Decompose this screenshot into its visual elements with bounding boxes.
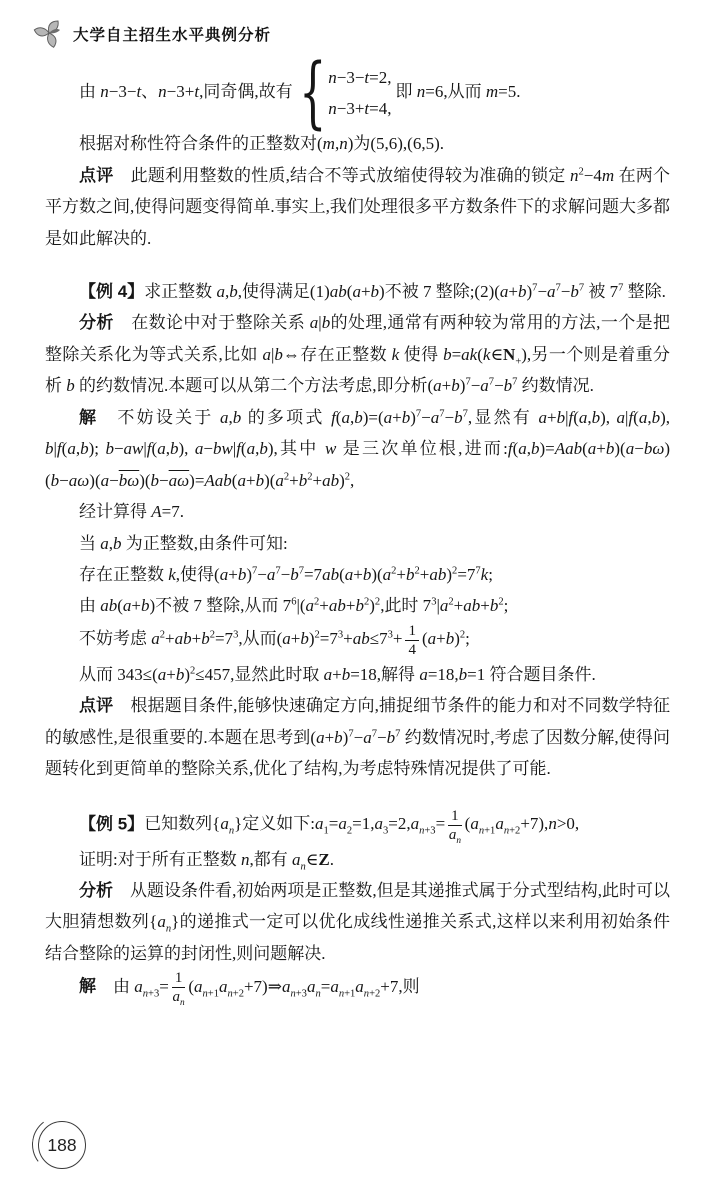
text-run: 在数论中对于整除关系 a|b的处理,通常有两种较为常用的方法,一个是把整除关系化为等式关系,比如 a|b⇔存在正整数 k 使得 $b=ak(k\in N_+)$,另一个则是着重分析 b 的约数情况.本题可以从第二个方法考虑,即分析$(a+b)^7-a^7-b^7$ 约数情况. [45, 313, 671, 396]
text-run: 由 $a_{n+3}=$ [96, 976, 169, 1000]
text-run: 从而 $343\le(a+b)^2\le 457$,显然此时取 a+b=18,解得 a=18,b=1 符合题目条件. [79, 664, 596, 684]
para-comment-example4 [45, 690, 670, 784]
math-fraction [405, 622, 419, 659]
text-run: $(a+b)^2$; [421, 629, 470, 649]
bold-label: 点评 [79, 165, 114, 185]
page-number: 188 [47, 1134, 77, 1155]
text-run: 不妨考虑 $a^2+ab+b^2=7^3$,从而$(a+b)^2=7^3+ab\le 7^3+$ [79, 629, 403, 649]
text-run: 经计算得 A=7. [79, 502, 184, 522]
equation-system [294, 48, 392, 138]
line-positive-integers [45, 528, 670, 559]
text-run: 已知数列$\{a_n\}$定义如下$:a_1=a_2=1,a_3=2,a_{n+3}=$ [144, 814, 446, 837]
text-run: 证明:对于所有正整数 n,都有 $a_n\in Z$. [79, 849, 334, 872]
text-run: $(a_{n+1}a_{n+2}+7),n>0$, [464, 814, 580, 837]
para-comment-example3 [45, 160, 670, 254]
para-example4-solution [45, 402, 670, 496]
text-run: 根据题目条件,能够快速确定方向,捕捉细节条件的能力和对不同数学特征的敏感性,是很重要的.本题在思考到$(a+b)^7-a^7-b^7$ 约数情况时,考虑了因数分解,使得问题转化到更简单的整除关系,优化了结构,为考虑特殊情况提供了可能. [45, 696, 671, 779]
bold-label: 解 [79, 407, 99, 427]
para-example5-analysis [45, 875, 670, 969]
math-fraction [172, 969, 186, 1009]
line-exists-k [45, 559, 670, 590]
line-example5-prove [45, 844, 670, 875]
text-run: 从题设条件看,初始两项是正整数,但是其递推式属于分式型结构,此时可以大胆猜想数列$\{a_n\}$的递推式一定可以优化成线性递推关系式,这样以来利用初始条件结合整除的运算的封闭性,则问题解决. [45, 881, 671, 963]
line-parity-system [45, 48, 670, 138]
page-title: 大学自主招生水平典例分析 [73, 27, 272, 44]
system-equations [328, 68, 391, 119]
system-equation-line: n−3+t=4, [328, 99, 392, 119]
system-equation-line: n−3−t=2, [328, 67, 392, 87]
math-fraction [448, 807, 462, 844]
line-compute-A [45, 496, 670, 527]
text-run: 此题利用整数的性质,结合不等式放缩使得较为准确的锁定 $n^2-4m$ 在两个平方数之间,使得问题变得简单.事实上,我们处理很多平方数条件下的求解问题大多都是如此解决的. [45, 165, 671, 248]
para-example5-solution [45, 969, 670, 1009]
fraction-denominator: $a_n$ [172, 989, 185, 1009]
pinwheel-logo-icon [33, 18, 65, 50]
bold-label: 【例 4】 [79, 282, 145, 302]
text-run: 不妨设关于 a,b 的多项式 $f(a,b)=(a+b)^7-a^7-b^7$,显然有 a+b|f(a,b), a|f(a,b), b|f(a,b); b−aw|f(a,b), a−bw|f(a,b),其中 w 是三次单位根,进而$:f(a,b)=Aab(a+b)(a-b\omega)(b-a\omega)(a-\overline{b\omega})(b-\overline{a\omega})=Aab(a+b)(a^2+b^2+ab)^2$, [45, 407, 671, 490]
line-range-343-457 [45, 659, 670, 690]
bold-label: 分析 [79, 313, 114, 333]
text-run: 求正整数 a,b,使得满足(1)ab(a+b)不被 7 整除$;(2)(a+b)^7-a^7-b^7$ 被 $7^7$ 整除. [144, 282, 666, 302]
text-run: 存在正整数 k,使得$(a+b)^7-a^7-b^7=7ab(a+b)(a^2+b^2+ab)^2=7^7k$; [79, 564, 493, 584]
bold-label: 分析 [79, 881, 114, 901]
text-run: 根据对称性符合条件的正整数对(m,n)为(5,6),(6,5). [79, 134, 445, 154]
line-consider-cube [45, 622, 670, 659]
para-example5-statement [45, 807, 670, 844]
text-run: 由 ab(a+b)不被 7 整除,从而 $7^6|(a^2+ab+b^2)^2$,此时 $7^3|a^2+ab+b^2$; [79, 596, 509, 616]
bold-label: 【例 5】 [79, 814, 145, 834]
text-run: 即 n=6,从而 m=5. [395, 82, 521, 102]
line-divisibility-76 [45, 590, 670, 621]
para-example4-statement [45, 276, 670, 307]
bold-label: 解 [79, 976, 96, 996]
text-run: 由 n−3−t、n−3+t,同奇偶,故有 [79, 82, 293, 102]
fraction-denominator: $a_n$ [448, 826, 461, 846]
fraction-numerator: 1 [448, 807, 462, 826]
page-number-badge [38, 1121, 86, 1169]
left-brace-icon: { [298, 48, 327, 138]
bold-label: 点评 [79, 696, 114, 716]
para-example4-analysis [45, 307, 670, 401]
page-content [45, 48, 671, 1009]
text-run: 当 a,b 为正整数,由条件可知: [79, 533, 288, 553]
page-header [33, 18, 670, 50]
fraction-denominator: 4 [408, 641, 416, 658]
fraction-numerator: 1 [172, 969, 186, 988]
page-number-area [38, 1121, 86, 1169]
text-run: $(a_{n+1}a_{n+2}+7)\Rightarrow a_{n+3}a_n=a_{n+1}a_{n+2}+7$,则 [188, 976, 420, 1000]
line-symmetry-answer [45, 128, 670, 159]
fraction-numerator: 1 [405, 622, 419, 641]
